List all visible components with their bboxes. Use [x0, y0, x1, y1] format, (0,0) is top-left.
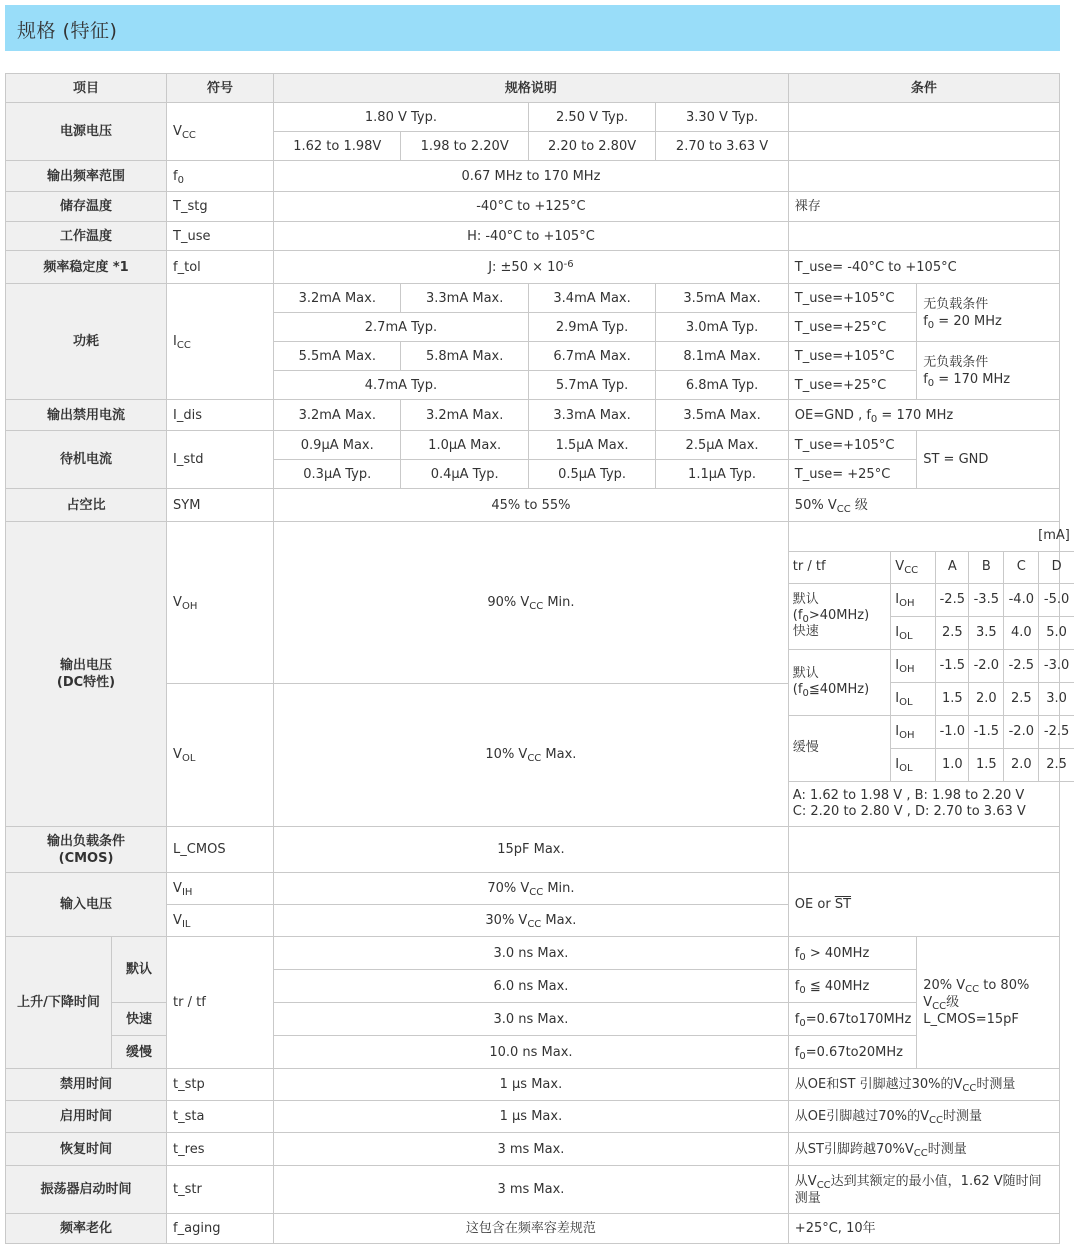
power-temp: T_use=+25°C: [788, 371, 916, 400]
power-cell: 3.3mA Max.: [401, 284, 528, 313]
mode-default-slow: 默认 $(f_0≦40MHz)$: [789, 649, 891, 715]
disable-cell: 3.5mA Max.: [656, 400, 789, 431]
row-label-storage: 储存温度: [6, 192, 167, 222]
table-header-row: [6, 74, 1060, 103]
current-value: -3.5: [969, 583, 1004, 616]
page-header: [5, 5, 1060, 51]
ioh-label: $I_{OH}$: [891, 715, 936, 748]
table-row: [6, 222, 1060, 251]
startup-time-cond: 从$V_{CC}$达到其额定的最小值，1.62 V随时间测量: [788, 1166, 1059, 1214]
disable-cell: 3.2mA Max.: [401, 400, 528, 431]
head-col-c: C: [1004, 551, 1039, 583]
current-value: -2.0: [969, 649, 1004, 682]
col-header-item: 项目: [6, 74, 167, 103]
row-label-output-voltage: 输出电压 (DC特性): [6, 522, 167, 827]
table-row: [6, 873, 1060, 905]
power-cond-170mhz: 无负载条件 $f_0 = 170$ MHz: [917, 342, 1060, 400]
standby-cell: 0.4μA Typ.: [401, 460, 528, 489]
symbol-vol: $V_{OL}$: [167, 683, 274, 826]
sublabel-fast: 快速: [112, 1003, 167, 1036]
standby-cell: 1.1μA Typ.: [656, 460, 789, 489]
empty-cond: [788, 161, 1059, 192]
head-col-d: D: [1039, 551, 1074, 583]
page-title: 规格 (特征): [17, 20, 118, 42]
startup-time-value: 3 ms Max.: [274, 1166, 789, 1214]
empty-cond: [788, 222, 1059, 251]
power-cell: 5.5mA Max.: [274, 342, 401, 371]
power-cell: 3.0mA Typ.: [656, 313, 789, 342]
range-cell: 2.70 to 3.63 V: [656, 132, 789, 161]
power-cell: 6.8mA Typ.: [656, 371, 789, 400]
vih-value: 70% $V_{CC}$ Min.: [274, 873, 789, 905]
current-value: 1.5: [936, 682, 969, 715]
current-value: 3.5: [969, 616, 1004, 649]
symbol-ftol: f_tol: [167, 251, 274, 284]
symbol-istd: I_std: [167, 431, 274, 489]
power-cell: 3.2mA Max.: [274, 284, 401, 313]
col-header-symbol: 符号: [167, 74, 274, 103]
disable-cell: 3.3mA Max.: [528, 400, 655, 431]
ioh-label: $I_{OH}$: [891, 649, 936, 682]
symbol-tstr: t_str: [167, 1166, 274, 1214]
symbol-lcmos: L_CMOS: [167, 827, 274, 873]
head-col-a: A: [936, 551, 969, 583]
output-current-table: [789, 522, 1074, 826]
current-value: -4.0: [1004, 583, 1039, 616]
power-temp: T_use=+105°C: [788, 284, 916, 313]
power-cell: 4.7mA Typ.: [274, 371, 529, 400]
row-label-enable-time: 启用时间: [6, 1101, 167, 1133]
standby-st-cond: ST = GND: [917, 431, 1060, 489]
table-row: [6, 192, 1060, 222]
unit-label: [mA]: [789, 522, 1074, 551]
symmetry-value: 45% to 55%: [274, 489, 789, 522]
range-cell: 1.62 to 1.98V: [274, 132, 401, 161]
mode-default-fast: 默认 $(f_0>40MHz)$ 快速: [789, 583, 891, 649]
row-label-operating: 工作温度: [6, 222, 167, 251]
symmetry-cond: 50% $V_{CC}$ 级: [788, 489, 1059, 522]
empty-cond: [788, 132, 1059, 161]
table-row: [6, 400, 1060, 431]
table-row: [6, 827, 1060, 873]
stability-cond: T_use= -40°C to +105°C: [788, 251, 1059, 284]
row-label-symmetry: 占空比: [6, 489, 167, 522]
iol-label: $I_{OL}$: [891, 748, 936, 781]
typ-cell: 2.50 V Typ.: [528, 103, 655, 132]
iol-label: $I_{OL}$: [891, 616, 936, 649]
rise-fall-value: 3.0 ns Max.: [274, 937, 789, 970]
power-cond-20mhz: 无负载条件 $f_0 = 20$ MHz: [917, 284, 1060, 342]
vol-value: 10% $V_{CC}$ Max.: [274, 683, 789, 826]
table-row: [6, 937, 1060, 970]
disable-cell: 3.2mA Max.: [274, 400, 401, 431]
power-cell: 8.1mA Max.: [656, 342, 789, 371]
current-subtable-cell: [788, 522, 1070, 827]
current-value: 3.0: [1039, 682, 1074, 715]
aging-value: 这包含在频率容差规范: [274, 1214, 789, 1244]
typ-cell: 3.30 V Typ.: [656, 103, 789, 132]
symbol-tstg: T_stg: [167, 192, 274, 222]
stability-value: J: $\pm 50 \times 10^{-6}$: [274, 251, 789, 284]
col-header-condition: 条件: [788, 74, 1059, 103]
rise-fall-freq: $f_0=0.67to20MHz$: [788, 1036, 916, 1069]
vil-value: 30% $V_{CC}$ Max.: [274, 905, 789, 937]
symbol-tuse: T_use: [167, 222, 274, 251]
current-value: 2.5: [936, 616, 969, 649]
rise-fall-freq: $f_0$ ≦ 40MHz: [788, 970, 916, 1003]
operating-value: H: -40°C to +105°C: [274, 222, 789, 251]
current-value: -2.5: [1039, 715, 1074, 748]
empty-cond: [788, 103, 1059, 132]
voltage-range-note: A: 1.62 to 1.98 V , B: 1.98 to 2.20 V C: 2.20 to 2.80 V , D: 2.70 to 3.63 V: [789, 781, 1074, 826]
current-value: 2.5: [1039, 748, 1074, 781]
current-value: -5.0: [1039, 583, 1074, 616]
table-row: [6, 251, 1060, 284]
table-row: [6, 1166, 1060, 1214]
power-cell: 3.5mA Max.: [656, 284, 789, 313]
current-value: 5.0: [1039, 616, 1074, 649]
standby-cell: 0.9μA Max.: [274, 431, 401, 460]
row-label-power: 功耗: [6, 284, 167, 400]
empty-cond: [788, 827, 1059, 873]
symbol-vih: $V_{IH}$: [167, 873, 274, 905]
row-label-disable-time: 禁用时间: [6, 1069, 167, 1101]
symbol-tstp: t_stp: [167, 1069, 274, 1101]
table-row: [6, 1101, 1060, 1133]
rise-fall-value: 6.0 ns Max.: [274, 970, 789, 1003]
sublabel-slow: 缓慢: [112, 1036, 167, 1069]
power-cell: 3.4mA Max.: [528, 284, 655, 313]
current-value: -2.5: [936, 583, 969, 616]
row-label-freq-range: 输出频率范围: [6, 161, 167, 192]
current-value: -1.0: [936, 715, 969, 748]
voh-value: 90% $V_{CC}$ Min.: [274, 522, 789, 684]
storage-cond: 裸存: [788, 192, 1059, 222]
head-vcc: $V_{CC}$: [891, 551, 936, 583]
table-row: [6, 161, 1060, 192]
disable-time-value: 1 μs Max.: [274, 1069, 789, 1101]
current-value: -1.5: [969, 715, 1004, 748]
load-value: 15pF Max.: [274, 827, 789, 873]
resume-time-value: 3 ms Max.: [274, 1133, 789, 1166]
symbol-voh: $V_{OH}$: [167, 522, 274, 684]
table-row: [6, 1214, 1060, 1244]
current-value: -1.5: [936, 649, 969, 682]
table-row: [6, 284, 1060, 313]
standby-cell: 1.5μA Max.: [528, 431, 655, 460]
standby-temp: T_use= +25°C: [788, 460, 916, 489]
current-value: 2.5: [1004, 682, 1039, 715]
symbol-vil: $V_{IL}$: [167, 905, 274, 937]
rise-fall-value: 10.0 ns Max.: [274, 1036, 789, 1069]
rise-fall-cond: 20% $V_{CC}$ to 80% $V_{CC}$级 L_CMOS=15pF: [917, 937, 1060, 1069]
row-label-supply: 电源电压: [6, 103, 167, 161]
table-row: [6, 431, 1060, 460]
row-label-aging: 频率老化: [6, 1214, 167, 1244]
symbol-icc: $I_{CC}$: [167, 284, 274, 400]
row-label-rise-fall: 上升/下降时间: [6, 937, 112, 1069]
symbol-tres: t_res: [167, 1133, 274, 1166]
standby-cell: 2.5μA Max.: [656, 431, 789, 460]
symbol-tsta: t_sta: [167, 1101, 274, 1133]
freq-range-value: 0.67 MHz to 170 MHz: [274, 161, 789, 192]
row-label-stability: 频率稳定度 *1: [6, 251, 167, 284]
current-value: -2.5: [1004, 649, 1039, 682]
current-value: 4.0: [1004, 616, 1039, 649]
range-cell: 2.20 to 2.80V: [528, 132, 655, 161]
current-value: 1.0: [936, 748, 969, 781]
current-value: 2.0: [969, 682, 1004, 715]
current-value: 1.5: [969, 748, 1004, 781]
rise-fall-freq: $f_0 > 40MHz$: [788, 937, 916, 970]
power-cell: 6.7mA Max.: [528, 342, 655, 371]
current-value: -2.0: [1004, 715, 1039, 748]
range-cell: 1.98 to 2.20V: [401, 132, 528, 161]
symbol-trtf: tr / tf: [167, 937, 274, 1069]
col-header-spec: 规格说明: [274, 74, 789, 103]
iol-label: $I_{OL}$: [891, 682, 936, 715]
symbol-vcc: $V_{CC}$: [167, 103, 274, 161]
symbol-sym: SYM: [167, 489, 274, 522]
table-row: [6, 1036, 1060, 1069]
table-row: [6, 103, 1060, 132]
row-label-disable-current: 输出禁用电流: [6, 400, 167, 431]
table-row: [6, 1133, 1060, 1166]
row-label-standby: 待机电流: [6, 431, 167, 489]
resume-time-cond: 从ST引脚跨越$70\%V_{CC}$时测量: [788, 1133, 1059, 1166]
power-temp: T_use=+105°C: [788, 342, 916, 371]
ioh-label: $I_{OH}$: [891, 583, 936, 616]
table-row: [6, 1069, 1060, 1101]
symbol-idis: I_dis: [167, 400, 274, 431]
row-label-resume-time: 恢复时间: [6, 1133, 167, 1166]
row-label-load: 输出负载条件 (CMOS): [6, 827, 167, 873]
symbol-f0: $f_0$: [167, 161, 274, 192]
row-label-input-voltage: 输入电压: [6, 873, 167, 937]
head-col-b: B: [969, 551, 1004, 583]
standby-cell: 1.0μA Max.: [401, 431, 528, 460]
rise-fall-value: 3.0 ns Max.: [274, 1003, 789, 1036]
rise-fall-freq: $f_0=0.67to170MHz$: [788, 1003, 916, 1036]
power-cell: 5.7mA Typ.: [528, 371, 655, 400]
power-cell: 2.9mA Typ.: [528, 313, 655, 342]
power-temp: T_use=+25°C: [788, 313, 916, 342]
power-cell: 5.8mA Max.: [401, 342, 528, 371]
standby-cell: 0.5μA Typ.: [528, 460, 655, 489]
power-cell: 2.7mA Typ.: [274, 313, 529, 342]
current-value: -3.0: [1039, 649, 1074, 682]
head-trtf: tr / tf: [789, 551, 891, 583]
enable-time-cond: 从OE引脚越过70%的$V_{CC}$时测量: [788, 1101, 1059, 1133]
input-voltage-cond: OE or $\overline{ST}$: [788, 873, 1059, 937]
table-row: [6, 489, 1060, 522]
spec-table: [5, 73, 1070, 1244]
sublabel-default: 默认: [112, 937, 167, 1003]
typ-cell: 1.80 V Typ.: [274, 103, 529, 132]
standby-cell: 0.3μA Typ.: [274, 460, 401, 489]
standby-temp: T_use=+105°C: [788, 431, 916, 460]
disable-time-cond: 从OE和ST 引脚越过30%的$V_{CC}$时测量: [788, 1069, 1059, 1101]
disable-cond: OE=GND , $f_0 = 170$ MHz: [788, 400, 1059, 431]
storage-value: -40°C to +125°C: [274, 192, 789, 222]
aging-cond: +25°C, 10年: [788, 1214, 1059, 1244]
table-row: [6, 522, 1060, 684]
current-value: 2.0: [1004, 748, 1039, 781]
enable-time-value: 1 μs Max.: [274, 1101, 789, 1133]
mode-slow: 缓慢: [789, 715, 891, 781]
row-label-startup-time: 振荡器启动时间: [6, 1166, 167, 1214]
symbol-faging: f_aging: [167, 1214, 274, 1244]
table-row: [6, 1003, 1060, 1036]
